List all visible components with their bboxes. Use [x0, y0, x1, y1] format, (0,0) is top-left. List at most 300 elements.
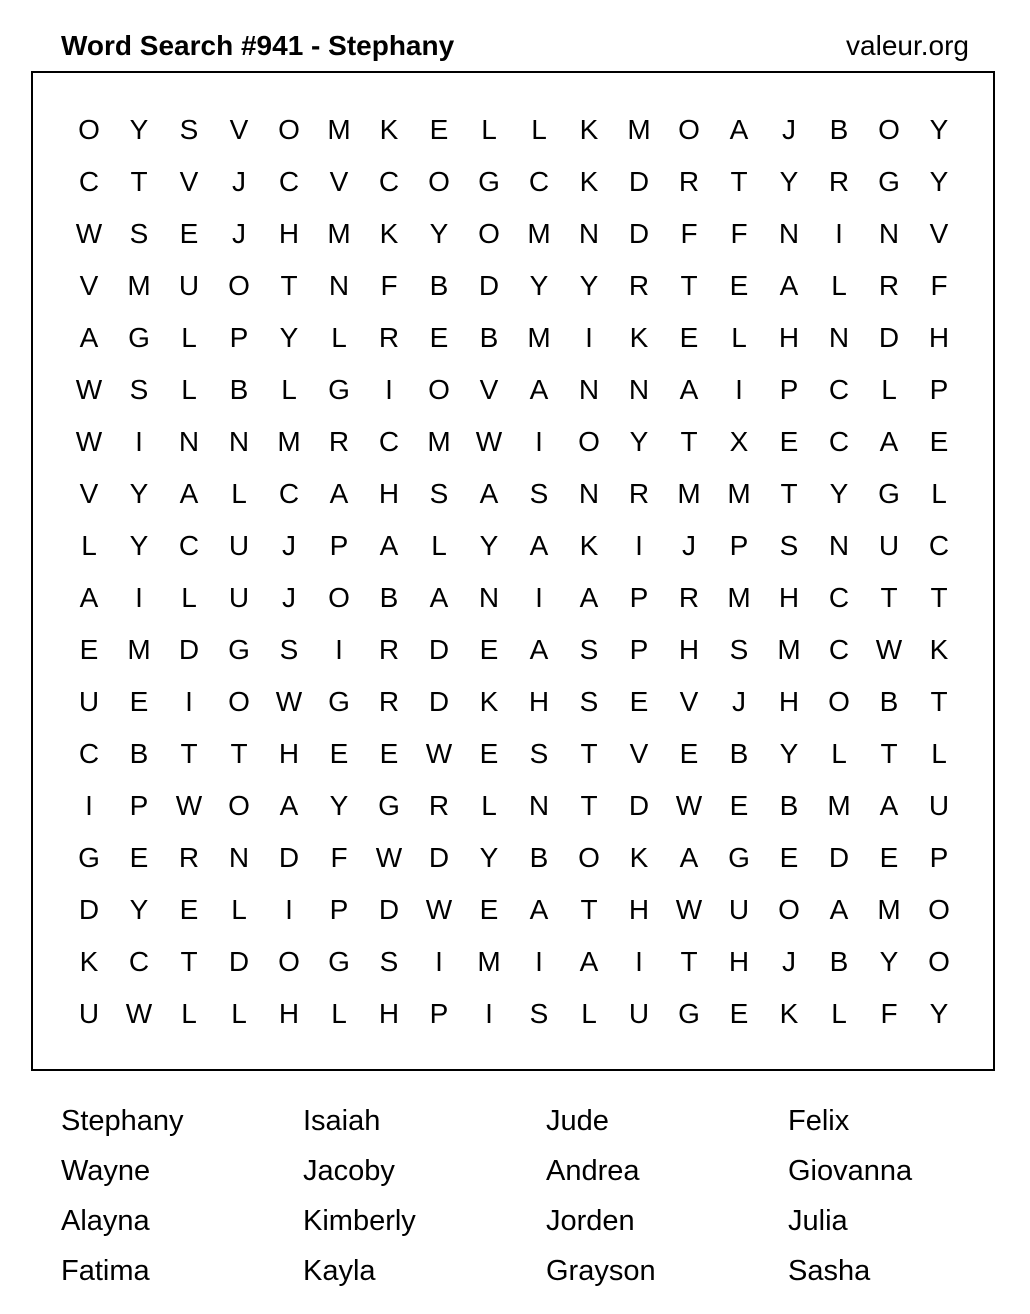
grid-letter[interactable]: T — [180, 946, 198, 977]
grid-letter[interactable]: W — [275, 686, 303, 717]
grid-letter[interactable]: B — [529, 842, 549, 873]
grid-letter[interactable]: J — [682, 530, 696, 561]
grid-letter[interactable]: R — [178, 842, 200, 873]
grid-letter[interactable]: D — [878, 322, 900, 353]
grid-letter[interactable]: L — [481, 114, 497, 145]
grid-letter[interactable]: R — [378, 322, 400, 353]
grid-letter[interactable]: O — [578, 842, 600, 873]
grid-letter[interactable]: V — [479, 374, 499, 405]
grid-letter[interactable]: Y — [129, 530, 149, 561]
grid-letter[interactable]: E — [479, 738, 499, 769]
grid-letter[interactable]: J — [232, 166, 246, 197]
grid-letter[interactable]: Y — [779, 166, 799, 197]
grid-letter[interactable]: W — [475, 426, 503, 457]
grid-letter[interactable]: Y — [429, 218, 449, 249]
grid-letter[interactable]: K — [629, 842, 649, 873]
grid-letter[interactable]: T — [580, 894, 598, 925]
grid-letter[interactable]: A — [679, 842, 699, 873]
grid-letter[interactable]: E — [779, 842, 799, 873]
grid-letter[interactable]: R — [628, 270, 650, 301]
grid-letter[interactable]: S — [579, 634, 599, 665]
grid-letter[interactable]: G — [678, 998, 700, 1029]
grid-letter[interactable]: I — [385, 374, 393, 405]
grid-letter[interactable]: L — [181, 374, 197, 405]
grid-letter[interactable]: S — [129, 218, 149, 249]
grid-letter[interactable]: F — [330, 842, 348, 873]
grid-letter[interactable]: Y — [929, 166, 949, 197]
grid-letter[interactable]: A — [779, 270, 799, 301]
grid-letter[interactable]: V — [929, 218, 949, 249]
grid-letter[interactable]: W — [675, 790, 703, 821]
grid-letter[interactable]: E — [679, 738, 699, 769]
grid-letter[interactable]: H — [678, 634, 700, 665]
grid-letter[interactable]: Y — [929, 114, 949, 145]
grid-letter[interactable]: C — [278, 166, 300, 197]
grid-letter[interactable]: E — [379, 738, 399, 769]
grid-letter[interactable]: I — [135, 426, 143, 457]
grid-letter[interactable]: E — [79, 634, 99, 665]
grid-letter[interactable]: A — [729, 114, 749, 145]
grid-letter[interactable]: D — [78, 894, 100, 925]
grid-letter[interactable]: E — [329, 738, 349, 769]
grid-letter[interactable]: L — [881, 374, 897, 405]
grid-letter[interactable]: O — [78, 114, 100, 145]
grid-letter[interactable]: L — [931, 478, 947, 509]
grid-letter[interactable]: W — [75, 426, 103, 457]
grid-letter[interactable]: W — [875, 634, 903, 665]
grid-letter[interactable]: M — [827, 790, 851, 821]
grid-letter[interactable]: S — [179, 114, 199, 145]
grid-letter[interactable]: N — [878, 218, 900, 249]
grid-letter[interactable]: T — [230, 738, 248, 769]
grid-letter[interactable]: T — [680, 426, 698, 457]
grid-letter[interactable]: C — [278, 478, 300, 509]
grid-letter[interactable]: S — [529, 478, 549, 509]
grid-letter[interactable]: J — [232, 218, 246, 249]
grid-letter[interactable]: B — [129, 738, 149, 769]
grid-letter[interactable]: T — [680, 946, 698, 977]
grid-letter[interactable]: H — [928, 322, 950, 353]
grid-letter[interactable]: N — [328, 270, 350, 301]
grid-letter[interactable]: B — [229, 374, 249, 405]
grid-letter[interactable]: T — [930, 686, 948, 717]
grid-letter[interactable]: I — [535, 426, 543, 457]
grid-letter[interactable]: R — [378, 686, 400, 717]
grid-letter[interactable]: Y — [779, 738, 799, 769]
grid-letter[interactable]: G — [878, 478, 900, 509]
grid-letter[interactable]: S — [779, 530, 799, 561]
grid-letter[interactable]: J — [782, 946, 796, 977]
grid-letter[interactable]: A — [529, 530, 549, 561]
grid-letter[interactable]: B — [829, 114, 849, 145]
grid-letter[interactable]: A — [529, 634, 549, 665]
grid-letter[interactable]: G — [378, 790, 400, 821]
grid-letter[interactable]: O — [478, 218, 500, 249]
grid-letter[interactable]: G — [328, 686, 350, 717]
grid-letter[interactable]: B — [779, 790, 799, 821]
grid-letter[interactable]: I — [735, 374, 743, 405]
grid-letter[interactable]: F — [380, 270, 398, 301]
grid-letter[interactable]: U — [728, 894, 750, 925]
grid-letter[interactable]: X — [729, 426, 749, 457]
grid-letter[interactable]: T — [780, 478, 798, 509]
grid-letter[interactable]: T — [680, 270, 698, 301]
grid-letter[interactable]: W — [75, 218, 103, 249]
grid-letter[interactable]: M — [527, 218, 551, 249]
grid-letter[interactable]: W — [175, 790, 203, 821]
grid-letter[interactable]: K — [579, 114, 599, 145]
grid-letter[interactable]: K — [379, 218, 399, 249]
grid-letter[interactable]: E — [479, 634, 499, 665]
grid-letter[interactable]: M — [727, 478, 751, 509]
grid-letter[interactable]: O — [578, 426, 600, 457]
grid-letter[interactable]: Y — [329, 790, 349, 821]
grid-letter[interactable]: N — [478, 582, 500, 613]
grid-letter[interactable]: H — [378, 998, 400, 1029]
grid-letter[interactable]: L — [181, 998, 197, 1029]
grid-letter[interactable]: P — [929, 842, 949, 873]
grid-letter[interactable]: I — [485, 998, 493, 1029]
grid-letter[interactable]: H — [378, 478, 400, 509]
grid-letter[interactable]: Y — [279, 322, 299, 353]
grid-letter[interactable]: L — [231, 894, 247, 925]
grid-letter[interactable]: M — [327, 114, 351, 145]
grid-letter[interactable]: G — [128, 322, 150, 353]
grid-letter[interactable]: L — [281, 374, 297, 405]
grid-letter[interactable]: D — [178, 634, 200, 665]
grid-letter[interactable]: Y — [629, 426, 649, 457]
grid-letter[interactable]: M — [427, 426, 451, 457]
grid-letter[interactable]: A — [279, 790, 299, 821]
grid-letter[interactable]: D — [278, 842, 300, 873]
grid-letter[interactable]: A — [529, 894, 549, 925]
grid-letter[interactable]: C — [828, 374, 850, 405]
grid-letter[interactable]: B — [429, 270, 449, 301]
grid-letter[interactable]: H — [778, 322, 800, 353]
grid-letter[interactable]: N — [578, 374, 600, 405]
grid-letter[interactable]: V — [79, 478, 99, 509]
grid-letter[interactable]: M — [327, 218, 351, 249]
grid-letter[interactable]: I — [635, 946, 643, 977]
grid-letter[interactable]: M — [877, 894, 901, 925]
grid-letter[interactable]: C — [928, 530, 950, 561]
grid-letter[interactable]: H — [728, 946, 750, 977]
grid-letter[interactable]: O — [328, 582, 350, 613]
grid-letter[interactable]: Y — [579, 270, 599, 301]
grid-letter[interactable]: I — [185, 686, 193, 717]
grid-letter[interactable]: O — [228, 790, 250, 821]
grid-letter[interactable]: Y — [129, 114, 149, 145]
grid-letter[interactable]: D — [428, 842, 450, 873]
grid-letter[interactable]: B — [829, 946, 849, 977]
grid-letter[interactable]: P — [429, 998, 449, 1029]
grid-letter[interactable]: I — [535, 946, 543, 977]
grid-letter[interactable]: L — [831, 738, 847, 769]
grid-letter[interactable]: M — [627, 114, 651, 145]
grid-letter[interactable]: R — [678, 582, 700, 613]
grid-letter[interactable]: F — [880, 998, 898, 1029]
grid-letter[interactable]: T — [880, 738, 898, 769]
grid-letter[interactable]: A — [879, 426, 899, 457]
grid-letter[interactable]: V — [629, 738, 649, 769]
grid-letter[interactable]: A — [879, 790, 899, 821]
grid-letter[interactable]: L — [181, 322, 197, 353]
grid-letter[interactable]: M — [127, 634, 151, 665]
grid-letter[interactable]: T — [880, 582, 898, 613]
grid-letter[interactable]: K — [929, 634, 949, 665]
grid-letter[interactable]: N — [228, 842, 250, 873]
grid-letter[interactable]: O — [928, 894, 950, 925]
grid-letter[interactable]: E — [429, 114, 449, 145]
grid-letter[interactable]: L — [481, 790, 497, 821]
grid-letter[interactable]: N — [828, 322, 850, 353]
grid-letter[interactable]: P — [929, 374, 949, 405]
grid-letter[interactable]: Y — [929, 998, 949, 1029]
grid-letter[interactable]: U — [228, 582, 250, 613]
grid-letter[interactable]: B — [879, 686, 899, 717]
grid-letter[interactable]: I — [285, 894, 293, 925]
grid-letter[interactable]: L — [231, 998, 247, 1029]
grid-letter[interactable]: E — [779, 426, 799, 457]
grid-letter[interactable]: U — [628, 998, 650, 1029]
grid-letter[interactable]: F — [730, 218, 748, 249]
grid-letter[interactable]: S — [429, 478, 449, 509]
grid-letter[interactable]: L — [231, 478, 247, 509]
grid-letter[interactable]: W — [125, 998, 153, 1029]
grid-letter[interactable]: G — [728, 842, 750, 873]
grid-letter[interactable]: D — [628, 218, 650, 249]
grid-letter[interactable]: B — [379, 582, 399, 613]
grid-letter[interactable]: E — [729, 270, 749, 301]
grid-letter[interactable]: A — [829, 894, 849, 925]
grid-letter[interactable]: C — [128, 946, 150, 977]
grid-letter[interactable]: C — [178, 530, 200, 561]
grid-letter[interactable]: N — [228, 426, 250, 457]
grid-letter[interactable]: E — [129, 686, 149, 717]
grid-letter[interactable]: G — [328, 374, 350, 405]
grid-letter[interactable]: T — [580, 790, 598, 821]
grid-letter[interactable]: O — [228, 686, 250, 717]
grid-letter[interactable]: D — [428, 686, 450, 717]
grid-letter[interactable]: T — [730, 166, 748, 197]
grid-letter[interactable]: D — [428, 634, 450, 665]
grid-letter[interactable]: K — [79, 946, 99, 977]
grid-letter[interactable]: E — [179, 218, 199, 249]
grid-letter[interactable]: E — [179, 894, 199, 925]
grid-letter[interactable]: C — [828, 582, 850, 613]
grid-letter[interactable]: D — [478, 270, 500, 301]
grid-letter[interactable]: O — [278, 114, 300, 145]
grid-letter[interactable]: S — [279, 634, 299, 665]
grid-letter[interactable]: H — [778, 582, 800, 613]
grid-letter[interactable]: L — [831, 270, 847, 301]
grid-letter[interactable]: G — [228, 634, 250, 665]
grid-letter[interactable]: V — [179, 166, 199, 197]
grid-letter[interactable]: L — [731, 322, 747, 353]
grid-letter[interactable]: G — [878, 166, 900, 197]
grid-letter[interactable]: Y — [529, 270, 549, 301]
grid-letter[interactable]: E — [629, 686, 649, 717]
grid-letter[interactable]: Y — [479, 530, 499, 561]
grid-letter[interactable]: B — [729, 738, 749, 769]
grid-letter[interactable]: G — [328, 946, 350, 977]
grid-letter[interactable]: K — [379, 114, 399, 145]
grid-letter[interactable]: I — [535, 582, 543, 613]
grid-letter[interactable]: N — [828, 530, 850, 561]
grid-letter[interactable]: O — [278, 946, 300, 977]
grid-letter[interactable]: T — [580, 738, 598, 769]
grid-letter[interactable]: H — [278, 738, 300, 769]
grid-letter[interactable]: P — [329, 894, 349, 925]
grid-letter[interactable]: R — [828, 166, 850, 197]
grid-letter[interactable]: W — [425, 738, 453, 769]
grid-letter[interactable]: I — [835, 218, 843, 249]
grid-letter[interactable]: L — [331, 322, 347, 353]
grid-letter[interactable]: A — [579, 946, 599, 977]
grid-letter[interactable]: H — [278, 218, 300, 249]
grid-letter[interactable]: C — [828, 634, 850, 665]
grid-letter[interactable]: I — [635, 530, 643, 561]
grid-letter[interactable]: S — [529, 998, 549, 1029]
grid-letter[interactable]: P — [779, 374, 799, 405]
grid-letter[interactable]: N — [578, 478, 600, 509]
grid-letter[interactable]: A — [579, 582, 599, 613]
grid-letter[interactable]: T — [130, 166, 148, 197]
grid-letter[interactable]: V — [329, 166, 349, 197]
grid-letter[interactable]: L — [531, 114, 547, 145]
grid-letter[interactable]: H — [628, 894, 650, 925]
grid-letter[interactable]: R — [428, 790, 450, 821]
grid-letter[interactable]: A — [479, 478, 499, 509]
grid-letter[interactable]: O — [878, 114, 900, 145]
grid-letter[interactable]: S — [729, 634, 749, 665]
grid-letter[interactable]: S — [379, 946, 399, 977]
grid-letter[interactable]: S — [579, 686, 599, 717]
grid-letter[interactable]: W — [425, 894, 453, 925]
grid-letter[interactable]: A — [429, 582, 449, 613]
grid-letter[interactable]: A — [79, 582, 99, 613]
grid-letter[interactable]: P — [229, 322, 249, 353]
grid-letter[interactable]: O — [928, 946, 950, 977]
grid-letter[interactable]: H — [278, 998, 300, 1029]
grid-letter[interactable]: K — [579, 166, 599, 197]
grid-letter[interactable]: A — [179, 478, 199, 509]
grid-letter[interactable]: M — [127, 270, 151, 301]
grid-letter[interactable]: U — [928, 790, 950, 821]
grid-letter[interactable]: C — [78, 166, 100, 197]
grid-letter[interactable]: A — [679, 374, 699, 405]
grid-letter[interactable]: E — [429, 322, 449, 353]
grid-letter[interactable]: R — [678, 166, 700, 197]
grid-letter[interactable]: Y — [129, 894, 149, 925]
grid-letter[interactable]: H — [778, 686, 800, 717]
grid-letter[interactable]: F — [930, 270, 948, 301]
grid-letter[interactable]: T — [180, 738, 198, 769]
grid-letter[interactable]: E — [129, 842, 149, 873]
grid-letter[interactable]: C — [78, 738, 100, 769]
grid-letter[interactable]: G — [78, 842, 100, 873]
grid-letter[interactable]: M — [677, 478, 701, 509]
grid-letter[interactable]: I — [335, 634, 343, 665]
grid-letter[interactable]: U — [78, 998, 100, 1029]
grid-letter[interactable]: L — [331, 998, 347, 1029]
grid-letter[interactable]: V — [229, 114, 249, 145]
grid-letter[interactable]: Y — [479, 842, 499, 873]
grid-letter[interactable]: P — [629, 582, 649, 613]
grid-letter[interactable]: B — [479, 322, 499, 353]
grid-letter[interactable]: Y — [829, 478, 849, 509]
grid-letter[interactable]: I — [85, 790, 93, 821]
grid-letter[interactable]: N — [628, 374, 650, 405]
grid-letter[interactable]: T — [930, 582, 948, 613]
grid-letter[interactable]: E — [729, 998, 749, 1029]
grid-letter[interactable]: N — [578, 218, 600, 249]
grid-letter[interactable]: O — [778, 894, 800, 925]
grid-letter[interactable]: P — [629, 634, 649, 665]
grid-letter[interactable]: D — [228, 946, 250, 977]
grid-letter[interactable]: N — [778, 218, 800, 249]
grid-letter[interactable]: F — [680, 218, 698, 249]
grid-letter[interactable]: K — [579, 530, 599, 561]
grid-letter[interactable]: O — [228, 270, 250, 301]
grid-letter[interactable]: J — [732, 686, 746, 717]
grid-letter[interactable]: R — [378, 634, 400, 665]
grid-letter[interactable]: K — [479, 686, 499, 717]
grid-letter[interactable]: U — [78, 686, 100, 717]
grid-letter[interactable]: P — [729, 530, 749, 561]
grid-letter[interactable]: L — [581, 998, 597, 1029]
grid-letter[interactable]: P — [329, 530, 349, 561]
grid-letter[interactable]: G — [478, 166, 500, 197]
grid-letter[interactable]: U — [228, 530, 250, 561]
grid-letter[interactable]: W — [75, 374, 103, 405]
grid-letter[interactable]: E — [679, 322, 699, 353]
grid-letter[interactable]: E — [879, 842, 899, 873]
grid-letter[interactable]: T — [280, 270, 298, 301]
grid-letter[interactable]: L — [931, 738, 947, 769]
grid-letter[interactable]: O — [828, 686, 850, 717]
grid-letter[interactable]: K — [779, 998, 799, 1029]
grid-letter[interactable]: W — [675, 894, 703, 925]
grid-letter[interactable]: A — [79, 322, 99, 353]
grid-letter[interactable]: R — [328, 426, 350, 457]
grid-letter[interactable]: L — [831, 998, 847, 1029]
grid-letter[interactable]: W — [375, 842, 403, 873]
grid-letter[interactable]: I — [435, 946, 443, 977]
grid-letter[interactable]: A — [379, 530, 399, 561]
grid-letter[interactable]: E — [929, 426, 949, 457]
grid-letter[interactable]: J — [282, 530, 296, 561]
grid-letter[interactable]: U — [178, 270, 200, 301]
grid-letter[interactable]: D — [828, 842, 850, 873]
grid-letter[interactable]: N — [178, 426, 200, 457]
grid-letter[interactable]: A — [529, 374, 549, 405]
grid-letter[interactable]: R — [878, 270, 900, 301]
grid-letter[interactable]: L — [431, 530, 447, 561]
grid-letter[interactable]: J — [782, 114, 796, 145]
grid-letter[interactable]: N — [528, 790, 550, 821]
grid-letter[interactable]: R — [628, 478, 650, 509]
grid-letter[interactable]: C — [528, 166, 550, 197]
grid-letter[interactable]: M — [777, 634, 801, 665]
grid-letter[interactable]: M — [727, 582, 751, 613]
grid-letter[interactable]: K — [629, 322, 649, 353]
grid-letter[interactable]: O — [428, 374, 450, 405]
grid-letter[interactable]: D — [628, 790, 650, 821]
grid-letter[interactable]: I — [135, 582, 143, 613]
grid-letter[interactable]: S — [129, 374, 149, 405]
grid-letter[interactable]: Y — [879, 946, 899, 977]
